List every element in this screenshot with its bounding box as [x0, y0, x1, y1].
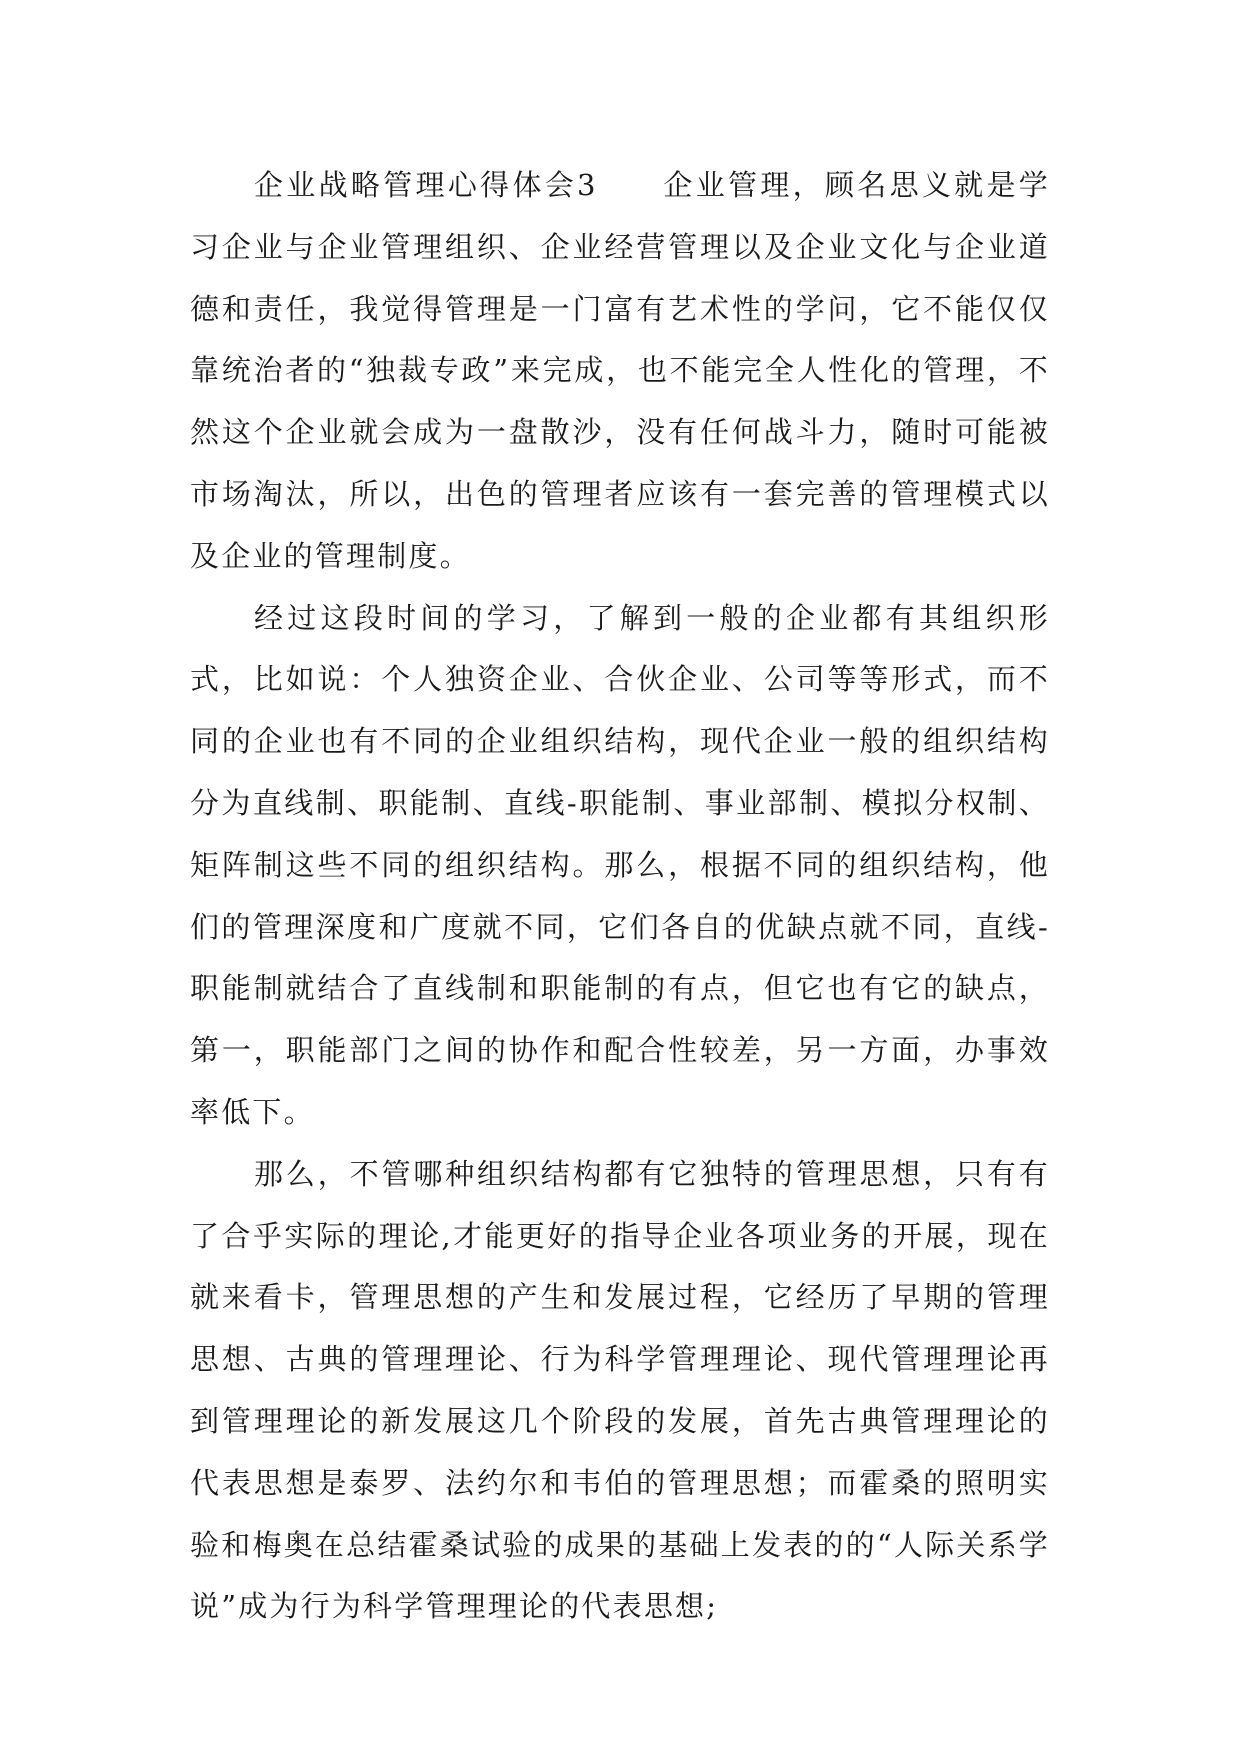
paragraph-3: 那么，不管哪种组织结构都有它独特的管理思想，只有有了合乎实际的理论,才能更好的指导企业各项业务的开展，现在就来看卡，管理思想的产生和发展过程，它经历了早期的管理思想、古典的管理理论、行为科学管理理论、现代管理理论再到管理理论的新发展这几个阶段的发展，首先古典管理理论的代表思想是泰罗、法约尔和韦伯的管理思想；而霍桑的照明实验和梅奥在总结霍桑试验的成果的基础上发表的的“人际关系学说”成为行为科学管理理论的代表思想;: [190, 1156, 1050, 1624]
paragraph-2: 经过这段时间的学习，了解到一般的企业都有其组织形式，比如说：个人独资企业、合伙企业、公司等等形式，而不同的企业也有不同的企业组织结构，现代企业一般的组织结构分为直线制、职能制、直线-职能制、事业部制、模拟分权制、矩阵制这些不同的组织结构。那么，根据不同的组织结构，他们的管理深度和广度就不同，它们各自的优缺点就不同，直线-职能制就结合了直线制和职能制的有点，但它也有它的缺点，第一，职能部门之间的协作和配合性较差，另一方面，办事效率低下。: [190, 600, 1050, 1129]
paragraph-1: 企业战略管理心得体会3 企业管理，顾名思义就是学习企业与企业管理组织、企业经营管理以及企业文化与企业道德和责任，我觉得管理是一门富有艺术性的学问，它不能仅仅靠统治者的“独裁专政”来完成，也不能完全人性化的管理，不然这个企业就会成为一盘散沙，没有任何战斗力，随时可能被市场淘汰，所以，出色的管理者应该有一套完善的管理模式以及企业的管理制度。: [190, 168, 1050, 573]
document-body: [190, 155, 1050, 1638]
